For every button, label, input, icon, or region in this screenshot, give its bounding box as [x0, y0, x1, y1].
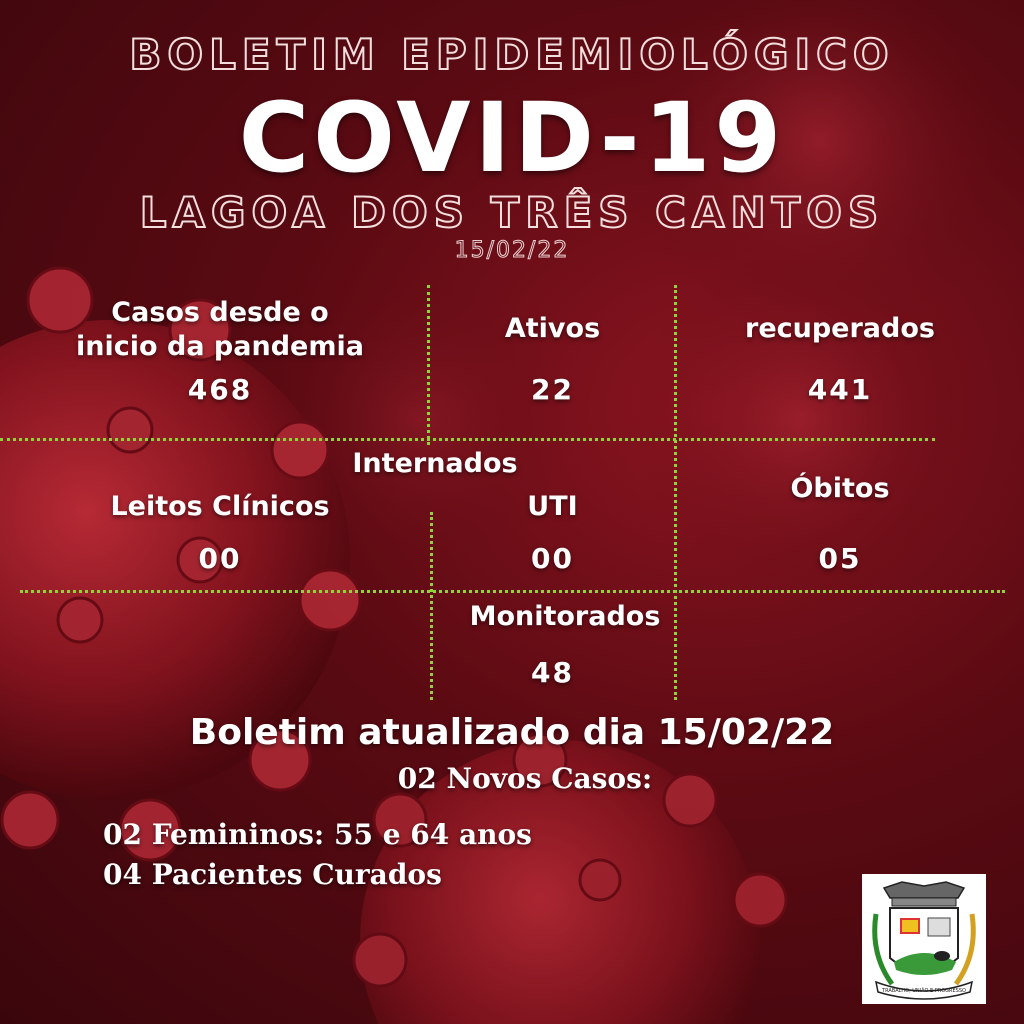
crest-icon	[862, 874, 986, 1004]
cured-patients: 04 Pacientes Curados	[103, 858, 442, 891]
bulletin-subtitle: BOLETIM EPIDEMIOLÓGICO	[129, 30, 895, 79]
crest-banner-text: TRABALHO, UNIÃO E PROGRESSO	[882, 988, 966, 994]
city-name: LAGOA DOS TRÊS CANTOS	[139, 188, 885, 237]
recovered-value: 441	[807, 373, 873, 406]
clinical-beds-value: 00	[198, 542, 242, 575]
new-cases-detail: 02 Femininos: 55 e 64 anos	[103, 818, 532, 851]
grid-divider	[430, 512, 433, 700]
active-value: 22	[531, 373, 574, 406]
update-headline: Boletim atualizado dia 15/02/22	[189, 712, 835, 753]
monitored-value: 48	[531, 656, 574, 689]
municipal-crest-logo	[862, 874, 986, 1004]
deaths-label: Óbitos	[790, 473, 890, 504]
cases-label-line1: Casos desde o	[111, 297, 329, 328]
deaths-value: 05	[818, 542, 862, 575]
hospitalized-title: Internados	[352, 448, 518, 479]
grid-divider	[427, 285, 430, 445]
header-date: 15/02/22	[454, 238, 570, 263]
recovered-label: recuperados	[745, 313, 935, 344]
icu-value: 00	[531, 542, 574, 575]
page-title: COVID-19	[238, 82, 786, 194]
new-cases-title: 02 Novos Casos:	[397, 762, 653, 795]
grid-divider	[20, 590, 1005, 593]
cases-label-line2: inicio da pandemia	[76, 331, 364, 362]
active-label: Ativos	[504, 313, 601, 344]
grid-divider	[0, 438, 935, 441]
monitored-label: Monitorados	[469, 601, 661, 632]
clinical-beds-label: Leitos Clínicos	[110, 491, 330, 522]
icu-label: UTI	[527, 491, 578, 522]
cases-label	[40, 296, 400, 364]
cases-value: 468	[187, 373, 253, 406]
grid-divider	[674, 285, 677, 700]
